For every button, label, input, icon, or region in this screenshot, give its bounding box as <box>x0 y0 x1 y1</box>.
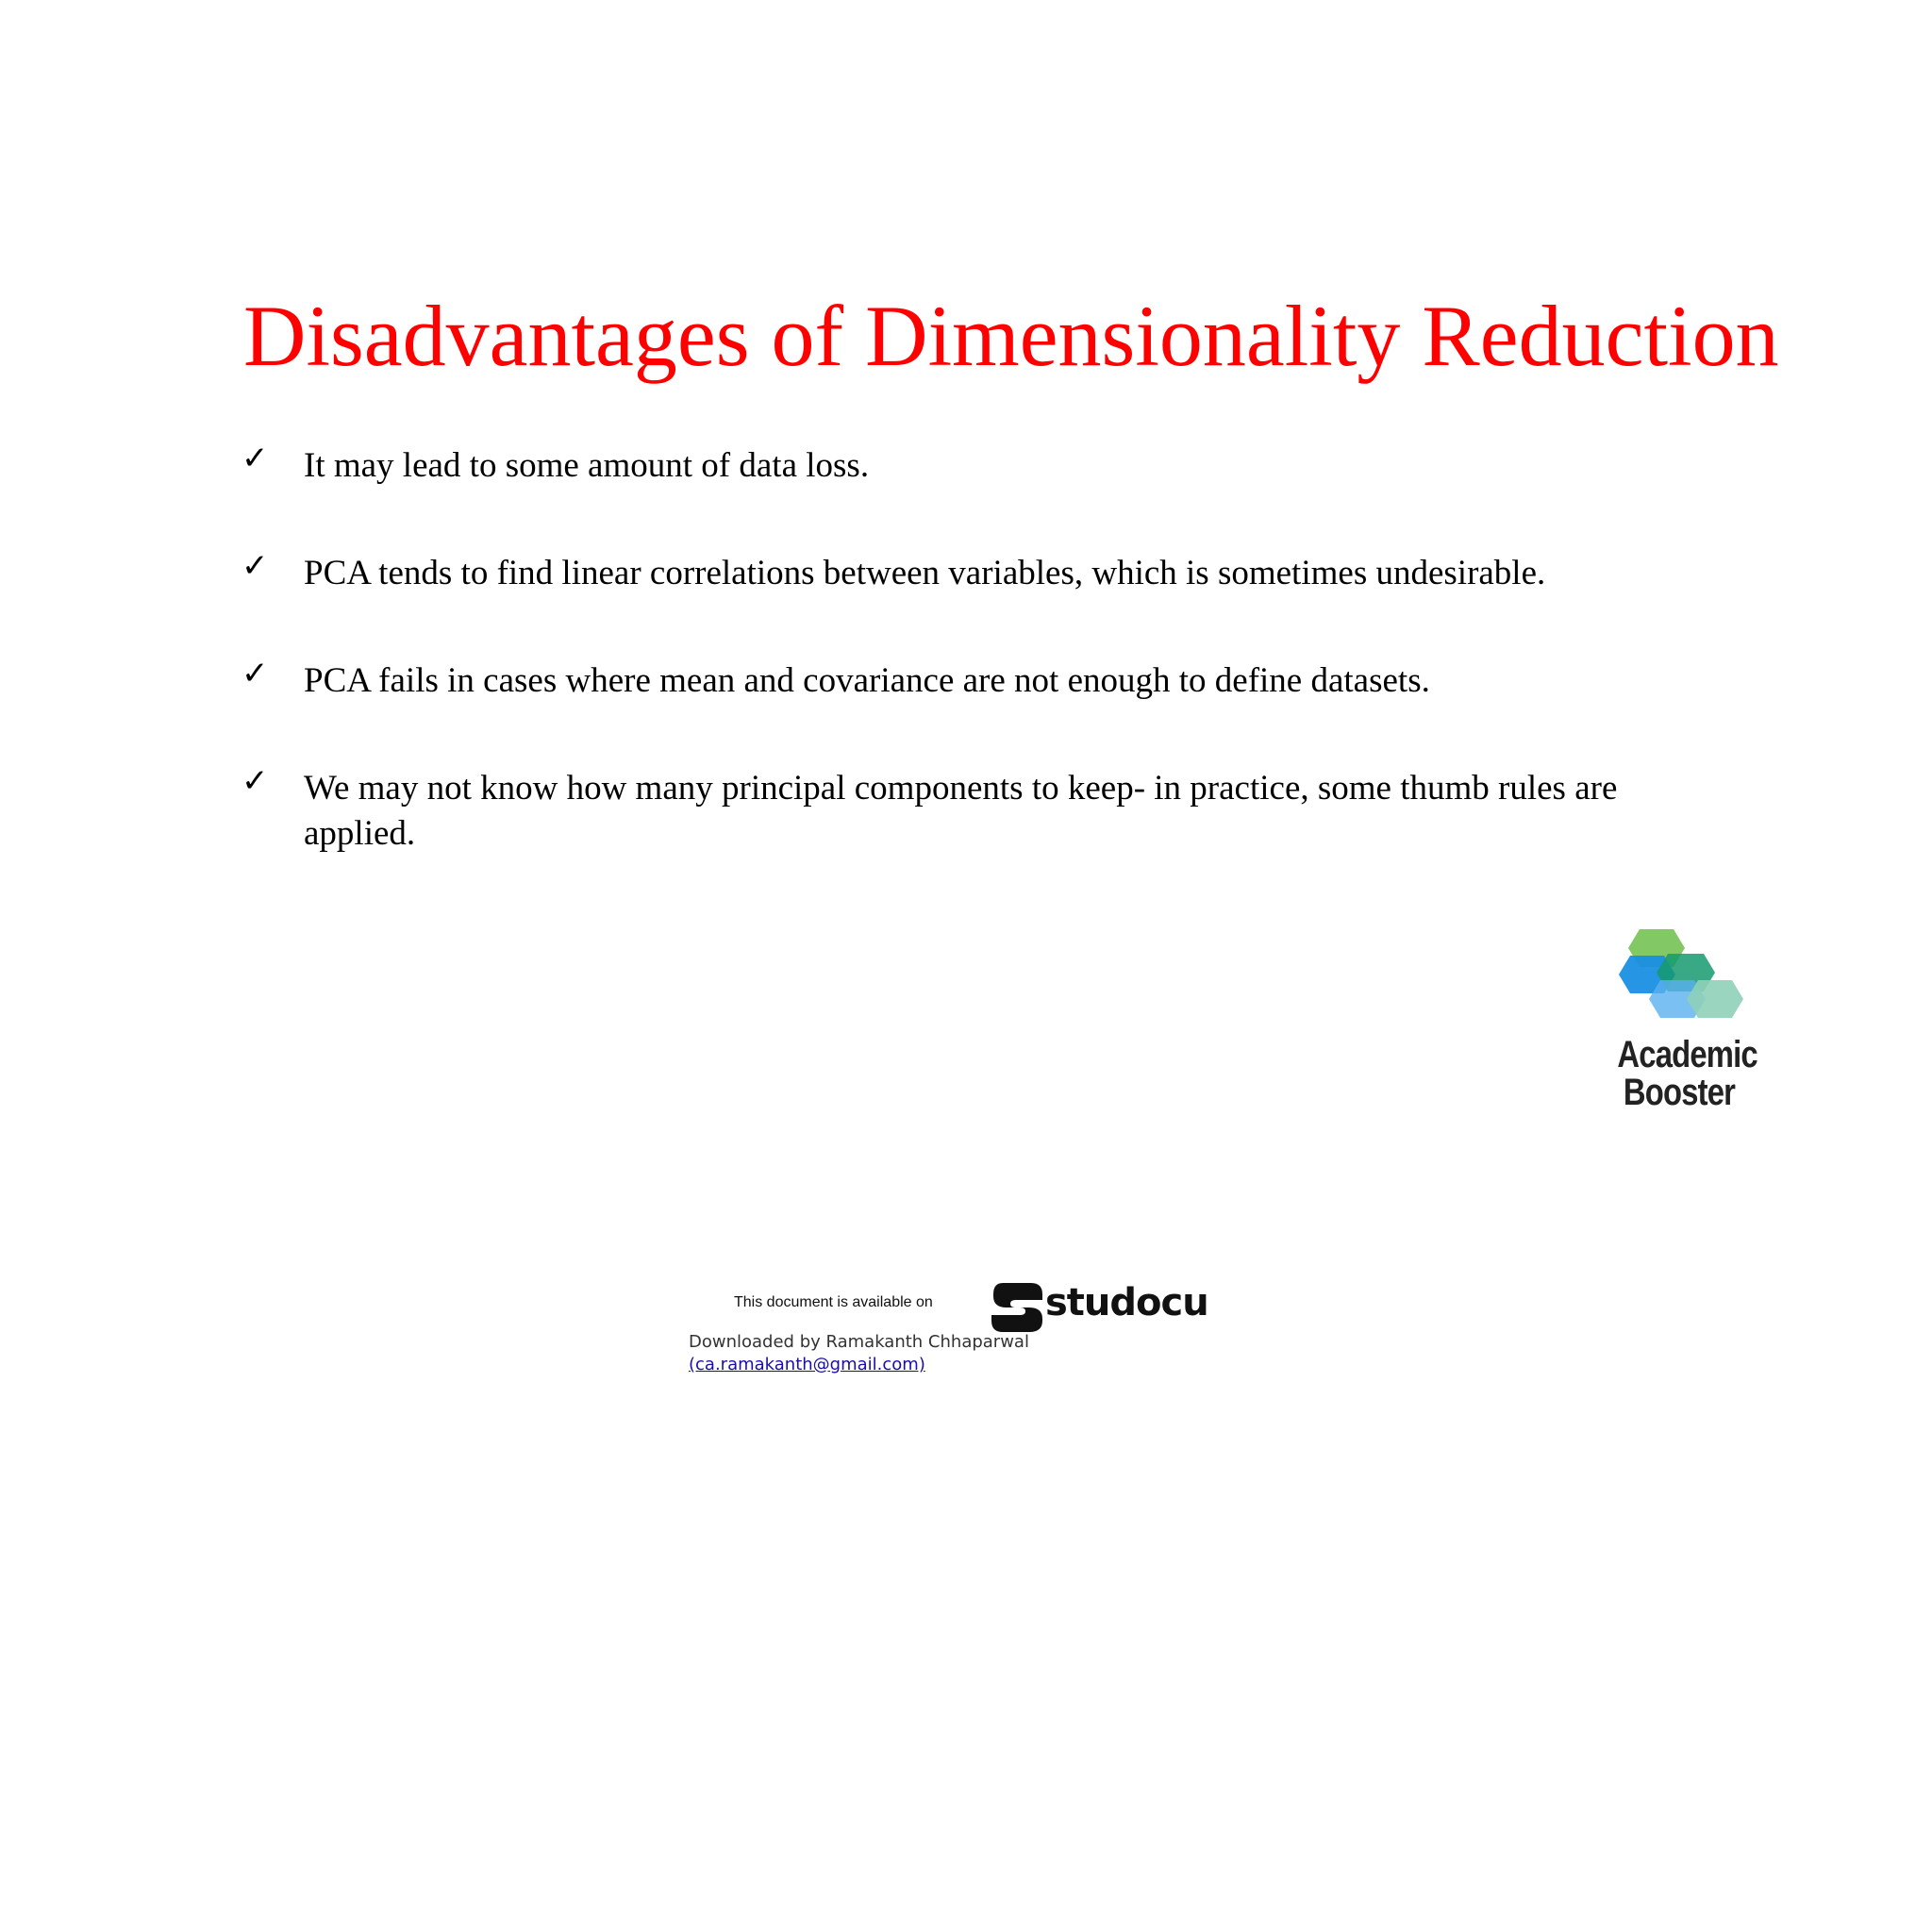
downloaded-by-text: Downloaded by Ramakanth Chhaparwal <box>689 1332 1029 1352</box>
bullet-text: PCA tends to find linear correlations between variables, which is sometimes undesirable. <box>304 554 1546 592</box>
checkmark-icon: ✓ <box>242 762 269 800</box>
studocu-brand: studocu <box>1045 1281 1208 1324</box>
checkmark-icon: ✓ <box>242 655 269 692</box>
logo-text-booster: Booster <box>1623 1072 1736 1113</box>
checkmark-icon: ✓ <box>242 440 269 477</box>
bullet-text: PCA fails in cases where mean and covariance are not enough to define datasets. <box>304 661 1430 700</box>
bullet-item <box>242 762 1713 857</box>
slide-title: Disadvantages of Dimensionality Reduction <box>243 288 1779 384</box>
checkmark-icon: ✓ <box>242 547 269 585</box>
email-link[interactable]: (ca.ramakanth@gmail.com) <box>689 1355 925 1374</box>
footer-available-text: This document is available on <box>734 1294 933 1310</box>
bullet-text: We may not know how many principal components to keep- in practice, some thumb rules are applied. <box>304 769 1618 853</box>
logo-text-academic: Academic <box>1617 1034 1757 1075</box>
hexagon-logo-icon <box>1619 929 1745 1027</box>
bullet-item <box>242 440 1713 489</box>
bullet-item <box>242 547 1713 596</box>
academic-booster-logo <box>1604 929 1755 1118</box>
footer <box>689 1274 1255 1387</box>
bullet-list <box>242 440 1713 919</box>
studocu-logo-icon <box>985 1279 1051 1334</box>
bullet-item <box>242 655 1713 704</box>
bullet-text: It may lead to some amount of data loss. <box>304 446 870 485</box>
